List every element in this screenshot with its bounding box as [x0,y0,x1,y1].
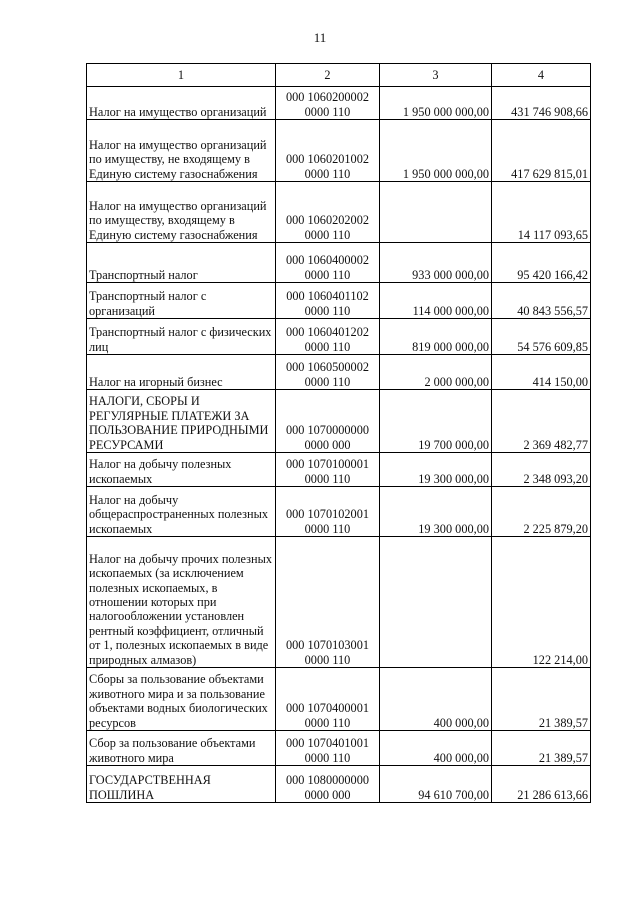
row-actual: 21 389,57 [492,731,591,766]
table-row [87,390,591,453]
table-row [87,120,591,182]
row-name: Транспортный налог с организаций [87,283,276,319]
row-code: 000 1070103001 0000 110 [276,537,380,668]
row-plan: 400 000,00 [380,731,492,766]
row-plan: 114 000 000,00 [380,283,492,319]
row-plan: 19 700 000,00 [380,390,492,453]
row-actual: 417 629 815,01 [492,120,591,182]
table-row [87,487,591,537]
row-plan: 1 950 000 000,00 [380,120,492,182]
row-plan: 1 950 000 000,00 [380,87,492,120]
row-name: ГОСУДАРСТВЕННАЯ ПОШЛИНА [87,766,276,803]
row-code: 000 1060400002 0000 110 [276,243,380,283]
table-row [87,453,591,487]
row-actual: 431 746 908,66 [492,87,591,120]
table-header-row [87,64,591,87]
row-code: 000 1060202002 0000 110 [276,182,380,243]
row-name: Транспортный налог [87,243,276,283]
row-code: 000 1080000000 0000 000 [276,766,380,803]
row-actual: 21 286 613,66 [492,766,591,803]
column-header: 1 [87,64,276,87]
table-row [87,87,591,120]
row-plan: 19 300 000,00 [380,453,492,487]
row-name: Налог на игорный бизнес [87,355,276,390]
row-name: Налог на добычу прочих полезных ископаемых (за исключением полезных ископаемых, в отношении которых при налогообложении установлен рентный коэффициент, отличный от 1, полезных ископаемых в виде природных алмазов) [87,537,276,668]
row-code: 000 1070401001 0000 110 [276,731,380,766]
row-plan [380,182,492,243]
row-actual: 2 225 879,20 [492,487,591,537]
row-name: Налог на добычу общераспространенных полезных ископаемых [87,487,276,537]
row-actual: 21 389,57 [492,668,591,731]
row-actual: 14 117 093,65 [492,182,591,243]
row-actual: 40 843 556,57 [492,283,591,319]
table-row [87,537,591,668]
row-actual: 2 369 482,77 [492,390,591,453]
row-actual: 95 420 166,42 [492,243,591,283]
page-number: 11 [313,30,327,45]
row-code: 000 1060500002 0000 110 [276,355,380,390]
row-plan: 94 610 700,00 [380,766,492,803]
row-code: 000 1070100001 0000 110 [276,453,380,487]
column-header: 4 [492,64,591,87]
row-plan [380,537,492,668]
row-plan: 2 000 000,00 [380,355,492,390]
table-row [87,182,591,243]
row-code: 000 1060200002 0000 110 [276,87,380,120]
row-name: НАЛОГИ, СБОРЫ И РЕГУЛЯРНЫЕ ПЛАТЕЖИ ЗА ПОЛЬЗОВАНИЕ ПРИРОДНЫМИ РЕСУРСАМИ [87,390,276,453]
row-name: Сбор за пользование объектами животного мира [87,731,276,766]
row-actual: 2 348 093,20 [492,453,591,487]
row-code: 000 1070400001 0000 110 [276,668,380,731]
row-plan: 400 000,00 [380,668,492,731]
table-row [87,668,591,731]
row-name: Налог на имущество организаций [87,87,276,120]
row-actual: 54 576 609,85 [492,319,591,355]
row-plan: 819 000 000,00 [380,319,492,355]
row-code: 000 1060201002 0000 110 [276,120,380,182]
row-plan: 19 300 000,00 [380,487,492,537]
table-row [87,243,591,283]
table-row [87,319,591,355]
row-actual: 414 150,00 [492,355,591,390]
row-code: 000 1060401102 0000 110 [276,283,380,319]
row-name: Налог на имущество организаций по имуществу, входящему в Единую систему газоснабжения [87,182,276,243]
column-header: 2 [276,64,380,87]
row-code: 000 1070102001 0000 110 [276,487,380,537]
row-name: Налог на добычу полезных ископаемых [87,453,276,487]
table-row [87,766,591,803]
row-name: Сборы за пользование объектами животного мира и за пользование объектами водных биологических ресурсов [87,668,276,731]
table-row [87,283,591,319]
column-header: 3 [380,64,492,87]
row-actual: 122 214,00 [492,537,591,668]
row-name: Налог на имущество организаций по имуществу, не входящему в Единую систему газоснабжения [87,120,276,182]
row-code: 000 1070000000 0000 000 [276,390,380,453]
row-name: Транспортный налог с физических лиц [87,319,276,355]
row-code: 000 1060401202 0000 110 [276,319,380,355]
table-row [87,355,591,390]
row-plan: 933 000 000,00 [380,243,492,283]
table-row [87,731,591,766]
budget-table [86,63,591,803]
